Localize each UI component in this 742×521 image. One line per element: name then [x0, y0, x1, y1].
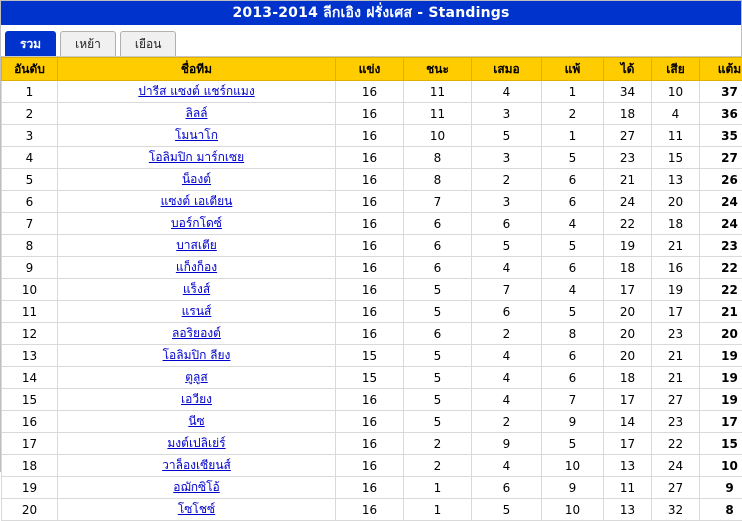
row-points: 22 [700, 257, 742, 279]
row-team [58, 169, 336, 191]
row-drawn: 3 [472, 103, 542, 125]
row-lost: 2 [542, 103, 604, 125]
row-drawn: 4 [472, 257, 542, 279]
row-team [58, 257, 336, 279]
row-won: 5 [404, 279, 472, 301]
row-lost: 5 [542, 433, 604, 455]
row-drawn: 3 [472, 147, 542, 169]
row-lost: 4 [542, 279, 604, 301]
team-link[interactable]: บาสเตีย [176, 238, 217, 252]
row-points: 24 [700, 213, 742, 235]
row-played: 16 [336, 191, 404, 213]
team-link[interactable]: นีซ [188, 414, 204, 428]
row-team [58, 279, 336, 301]
row-goals-against: 15 [652, 147, 700, 169]
row-played: 16 [336, 389, 404, 411]
row-played: 16 [336, 81, 404, 103]
column-header-rank[interactable]: อันดับ [2, 58, 58, 81]
row-points: 37 [700, 81, 742, 103]
team-link[interactable]: มงต์เปลิเย่ร์ [167, 436, 225, 450]
row-goals-against: 23 [652, 411, 700, 433]
row-played: 16 [336, 257, 404, 279]
row-points: 9 [700, 477, 742, 499]
table-row [2, 323, 742, 345]
table-row [2, 345, 742, 367]
row-rank: 17 [2, 433, 58, 455]
table-row [2, 411, 742, 433]
row-goals-against: 21 [652, 235, 700, 257]
row-goals-for: 21 [604, 169, 652, 191]
row-drawn: 7 [472, 279, 542, 301]
team-link[interactable]: แร็งส์ [183, 282, 210, 296]
row-rank: 19 [2, 477, 58, 499]
row-rank: 9 [2, 257, 58, 279]
table-row [2, 169, 742, 191]
column-header-played[interactable]: แข่ง [336, 58, 404, 81]
row-lost: 9 [542, 477, 604, 499]
row-drawn: 6 [472, 213, 542, 235]
row-rank: 10 [2, 279, 58, 301]
row-played: 16 [336, 433, 404, 455]
row-goals-for: 20 [604, 323, 652, 345]
row-team [58, 301, 336, 323]
row-rank: 8 [2, 235, 58, 257]
team-link[interactable]: โอลิมปิก ลียง [163, 348, 231, 362]
row-won: 6 [404, 323, 472, 345]
row-goals-for: 17 [604, 279, 652, 301]
row-played: 16 [336, 279, 404, 301]
row-goals-for: 11 [604, 477, 652, 499]
team-link[interactable]: น็องต์ [182, 172, 211, 186]
row-team [58, 499, 336, 521]
row-points: 36 [700, 103, 742, 125]
row-goals-for: 13 [604, 455, 652, 477]
row-points: 35 [700, 125, 742, 147]
team-link[interactable]: แรนส์ [182, 304, 212, 318]
row-team [58, 81, 336, 103]
row-goals-against: 21 [652, 345, 700, 367]
table-row [2, 235, 742, 257]
team-link[interactable]: โมนาโก [175, 128, 218, 142]
team-link[interactable]: ตูลูส [185, 370, 207, 384]
row-goals-against: 21 [652, 367, 700, 389]
row-rank: 15 [2, 389, 58, 411]
row-won: 2 [404, 433, 472, 455]
row-won: 5 [404, 345, 472, 367]
row-goals-against: 18 [652, 213, 700, 235]
team-link[interactable]: โซโชซ์ [178, 502, 215, 516]
table-row [2, 477, 742, 499]
team-link[interactable]: บอร์กโดซ์ [171, 216, 222, 230]
row-lost: 6 [542, 345, 604, 367]
row-won: 5 [404, 301, 472, 323]
table-row [2, 367, 742, 389]
row-drawn: 6 [472, 301, 542, 323]
row-goals-against: 22 [652, 433, 700, 455]
standings-table-body [2, 81, 742, 521]
row-goals-against: 27 [652, 477, 700, 499]
row-points: 21 [700, 301, 742, 323]
row-played: 16 [336, 147, 404, 169]
row-points: 15 [700, 433, 742, 455]
column-header-goals-for[interactable]: ได้ [604, 58, 652, 81]
row-rank: 13 [2, 345, 58, 367]
row-lost: 5 [542, 301, 604, 323]
row-lost: 5 [542, 235, 604, 257]
table-row [2, 81, 742, 103]
row-lost: 10 [542, 455, 604, 477]
row-goals-against: 16 [652, 257, 700, 279]
row-goals-for: 24 [604, 191, 652, 213]
row-goals-for: 13 [604, 499, 652, 521]
column-header-goals-against[interactable]: เสีย [652, 58, 700, 81]
row-goals-for: 18 [604, 257, 652, 279]
row-lost: 6 [542, 169, 604, 191]
row-points: 19 [700, 389, 742, 411]
row-team [58, 411, 336, 433]
table-row [2, 103, 742, 125]
row-drawn: 9 [472, 433, 542, 455]
row-rank: 14 [2, 367, 58, 389]
row-goals-against: 27 [652, 389, 700, 411]
row-team [58, 389, 336, 411]
row-goals-for: 18 [604, 367, 652, 389]
row-lost: 5 [542, 147, 604, 169]
row-team [58, 191, 336, 213]
row-points: 10 [700, 455, 742, 477]
row-team [58, 147, 336, 169]
row-team [58, 103, 336, 125]
tab-home[interactable]: เหย้า [60, 31, 116, 56]
table-row [2, 279, 742, 301]
column-header-points[interactable]: แต้ม [700, 58, 742, 81]
row-drawn: 4 [472, 455, 542, 477]
row-played: 15 [336, 345, 404, 367]
row-rank: 12 [2, 323, 58, 345]
row-rank: 18 [2, 455, 58, 477]
row-goals-for: 17 [604, 433, 652, 455]
row-won: 5 [404, 367, 472, 389]
page-title: 2013-2014 ลีกเอิง ฝรั่งเศส - Standings [232, 2, 509, 24]
row-points: 19 [700, 345, 742, 367]
team-link[interactable]: อฌักซิโอ้ [173, 480, 220, 494]
row-goals-against: 10 [652, 81, 700, 103]
row-points: 17 [700, 411, 742, 433]
team-link[interactable]: ลอริยองต์ [172, 326, 221, 340]
column-header-lost[interactable]: แพ้ [542, 58, 604, 81]
row-goals-for: 20 [604, 345, 652, 367]
row-rank: 6 [2, 191, 58, 213]
tab-overall[interactable]: รวม [5, 31, 56, 56]
row-rank: 2 [2, 103, 58, 125]
table-row [2, 301, 742, 323]
team-link[interactable]: แก็งก็อง [176, 260, 217, 274]
row-drawn: 4 [472, 367, 542, 389]
tab-away[interactable]: เยือน [120, 31, 177, 56]
row-goals-for: 34 [604, 81, 652, 103]
row-won: 1 [404, 477, 472, 499]
row-rank: 4 [2, 147, 58, 169]
row-drawn: 3 [472, 191, 542, 213]
row-played: 16 [336, 477, 404, 499]
row-goals-for: 22 [604, 213, 652, 235]
row-goals-against: 20 [652, 191, 700, 213]
row-points: 26 [700, 169, 742, 191]
row-played: 16 [336, 235, 404, 257]
table-row [2, 499, 742, 521]
row-goals-for: 20 [604, 301, 652, 323]
row-won: 11 [404, 81, 472, 103]
row-points: 8 [700, 499, 742, 521]
row-team [58, 323, 336, 345]
tab-bar [1, 25, 741, 57]
row-team [58, 213, 336, 235]
row-drawn: 4 [472, 345, 542, 367]
row-drawn: 2 [472, 169, 542, 191]
table-row [2, 257, 742, 279]
row-team [58, 235, 336, 257]
table-row [2, 147, 742, 169]
row-lost: 4 [542, 213, 604, 235]
row-drawn: 2 [472, 323, 542, 345]
row-team [58, 455, 336, 477]
row-played: 16 [336, 125, 404, 147]
row-rank: 5 [2, 169, 58, 191]
row-played: 16 [336, 169, 404, 191]
row-played: 16 [336, 455, 404, 477]
row-played: 16 [336, 323, 404, 345]
row-played: 16 [336, 411, 404, 433]
row-points: 24 [700, 191, 742, 213]
table-row [2, 191, 742, 213]
team-link[interactable]: ปารีส แซงต์ แชร์กแมง [138, 84, 254, 98]
row-points: 19 [700, 367, 742, 389]
column-header-won[interactable]: ชนะ [404, 58, 472, 81]
row-goals-for: 27 [604, 125, 652, 147]
row-goals-against: 13 [652, 169, 700, 191]
row-won: 11 [404, 103, 472, 125]
row-lost: 6 [542, 257, 604, 279]
row-drawn: 5 [472, 499, 542, 521]
row-lost: 7 [542, 389, 604, 411]
row-lost: 9 [542, 411, 604, 433]
row-drawn: 4 [472, 81, 542, 103]
row-lost: 6 [542, 367, 604, 389]
row-won: 2 [404, 455, 472, 477]
row-goals-for: 23 [604, 147, 652, 169]
row-won: 6 [404, 213, 472, 235]
row-team [58, 367, 336, 389]
row-team [58, 345, 336, 367]
row-team [58, 433, 336, 455]
row-lost: 6 [542, 191, 604, 213]
team-link[interactable]: เอวียง [181, 392, 212, 406]
row-goals-against: 11 [652, 125, 700, 147]
row-drawn: 5 [472, 125, 542, 147]
row-points: 20 [700, 323, 742, 345]
row-points: 23 [700, 235, 742, 257]
row-lost: 1 [542, 125, 604, 147]
row-won: 1 [404, 499, 472, 521]
table-row [2, 125, 742, 147]
row-rank: 1 [2, 81, 58, 103]
row-lost: 10 [542, 499, 604, 521]
row-rank: 16 [2, 411, 58, 433]
row-won: 6 [404, 235, 472, 257]
page-title-bar [1, 1, 741, 25]
row-won: 7 [404, 191, 472, 213]
row-drawn: 2 [472, 411, 542, 433]
table-row [2, 433, 742, 455]
row-rank: 7 [2, 213, 58, 235]
row-drawn: 6 [472, 477, 542, 499]
row-drawn: 4 [472, 389, 542, 411]
row-points: 27 [700, 147, 742, 169]
row-goals-for: 18 [604, 103, 652, 125]
row-played: 16 [336, 499, 404, 521]
row-played: 16 [336, 301, 404, 323]
row-drawn: 5 [472, 235, 542, 257]
row-goals-against: 19 [652, 279, 700, 301]
row-goals-against: 24 [652, 455, 700, 477]
row-won: 8 [404, 147, 472, 169]
row-goals-for: 19 [604, 235, 652, 257]
column-header-drawn[interactable]: เสมอ [472, 58, 542, 81]
row-team [58, 477, 336, 499]
table-row [2, 455, 742, 477]
row-rank: 20 [2, 499, 58, 521]
row-lost: 8 [542, 323, 604, 345]
row-played: 16 [336, 103, 404, 125]
row-rank: 3 [2, 125, 58, 147]
team-link[interactable]: วาล็องเซียนส์ [162, 458, 231, 472]
row-won: 8 [404, 169, 472, 191]
table-row [2, 389, 742, 411]
row-won: 10 [404, 125, 472, 147]
row-lost: 1 [542, 81, 604, 103]
row-team [58, 125, 336, 147]
row-goals-for: 14 [604, 411, 652, 433]
row-rank: 11 [2, 301, 58, 323]
team-link[interactable]: ลิลล์ [185, 106, 207, 120]
row-won: 5 [404, 389, 472, 411]
row-points: 22 [700, 279, 742, 301]
team-link[interactable]: แซงต์ เอเตียน [161, 194, 233, 208]
row-goals-against: 32 [652, 499, 700, 521]
team-link[interactable]: โอลิมปิก มาร์กเซย [149, 150, 244, 164]
table-header-row [2, 58, 742, 81]
row-goals-against: 23 [652, 323, 700, 345]
row-won: 5 [404, 411, 472, 433]
standings-table [1, 57, 742, 521]
row-played: 16 [336, 213, 404, 235]
row-goals-for: 17 [604, 389, 652, 411]
table-row [2, 213, 742, 235]
column-header-team[interactable]: ชื่อทีม [58, 58, 336, 81]
row-won: 6 [404, 257, 472, 279]
row-played: 15 [336, 367, 404, 389]
row-goals-against: 17 [652, 301, 700, 323]
row-goals-against: 4 [652, 103, 700, 125]
